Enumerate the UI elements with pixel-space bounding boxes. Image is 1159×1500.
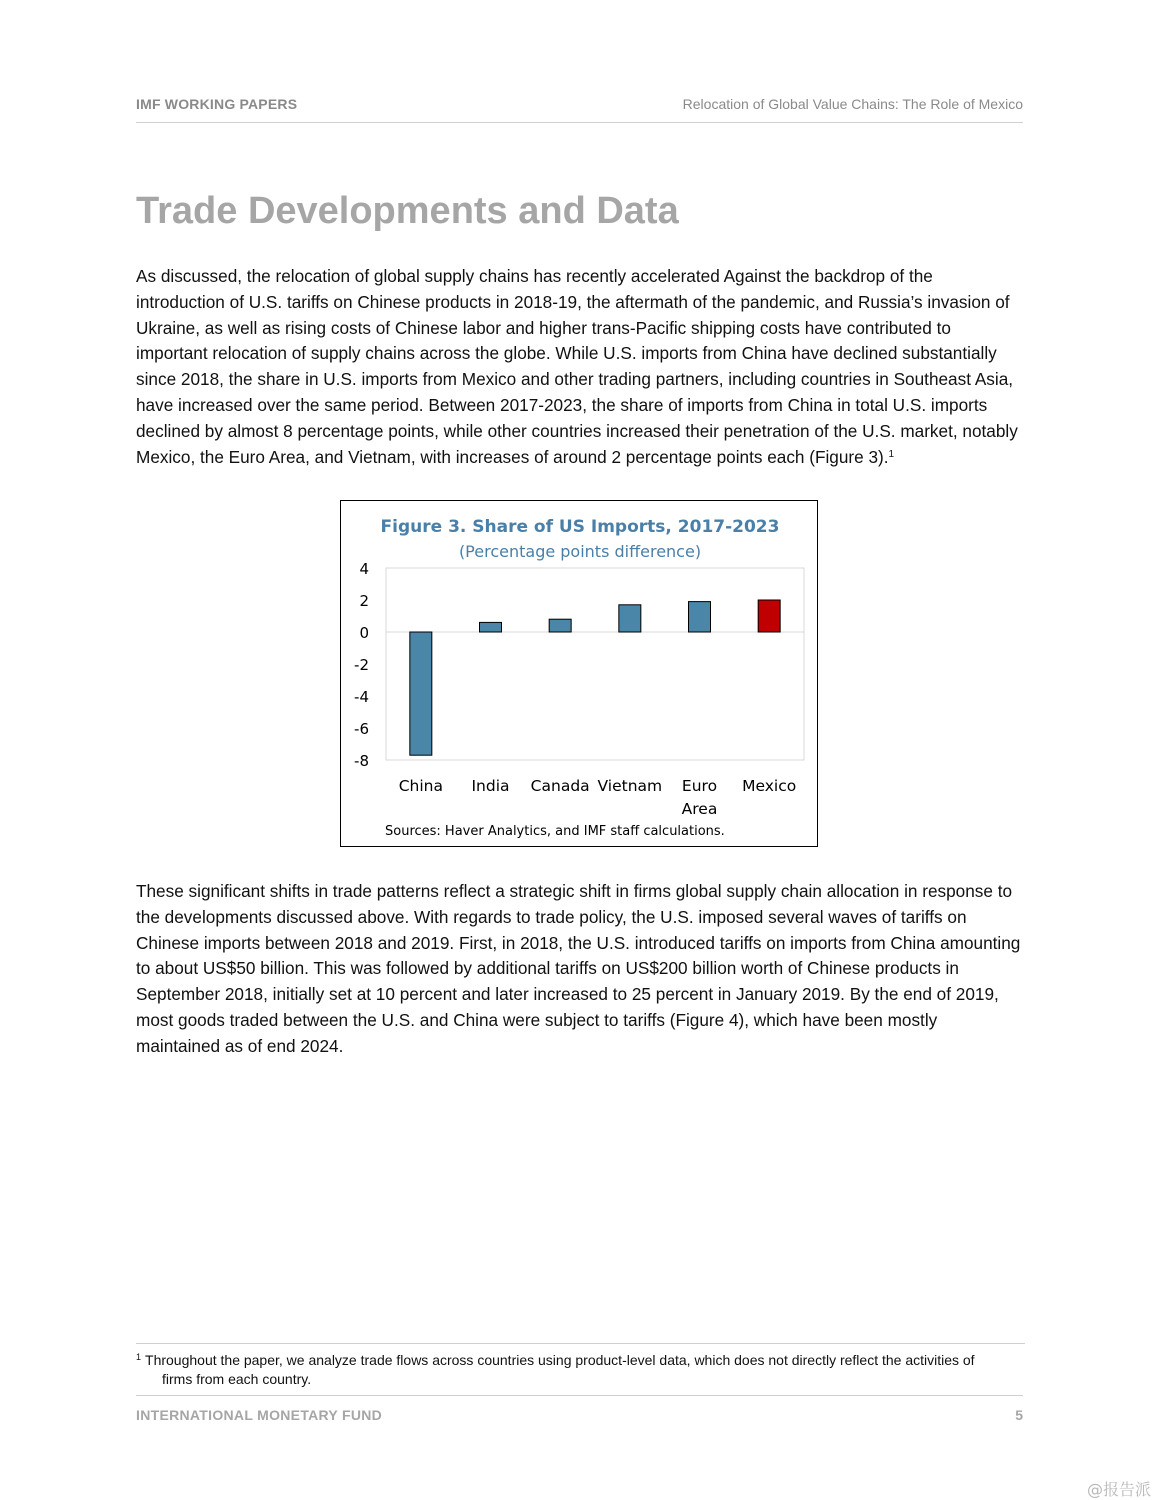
x-tick-label: Vietnam xyxy=(597,777,663,795)
x-tick-label: China xyxy=(398,777,443,795)
body-paragraph-2: These significant shifts in trade patterns reflect a strategic shift in firms global supply chain allocation in response to the developments discussed above. With regards to trade policy, the U.S. imposed several waves of tariffs on Chinese imports between 2018 and 2019. First, in 2018, the U.S. introduced tariffs on imports from China amounting to about US$50 billion. This was followed by additional tariffs on US$200 billion worth of Chinese products in September 2018, initially set at 10 percent and later increased to 25 percent in January 2019. By the end of 2019, most goods traded between the U.S. and China were subject to tariffs (Figure 4), which have been mostly maintained as of end 2024. xyxy=(136,881,1021,1056)
bar-india xyxy=(480,622,502,632)
plot-area-border xyxy=(386,568,804,760)
y-tick-label: -8 xyxy=(354,752,369,770)
footer-divider xyxy=(136,1395,1023,1396)
y-tick-label: -2 xyxy=(354,656,369,674)
y-tick-label: -6 xyxy=(354,720,369,738)
bar-mexico xyxy=(758,600,780,632)
y-tick-label: 4 xyxy=(359,560,369,578)
figure-3 xyxy=(340,500,818,847)
figure-subtitle: (Percentage points difference) xyxy=(458,542,702,561)
header-series-label: IMF WORKING PAPERS xyxy=(136,96,298,112)
bar-canada xyxy=(549,619,571,632)
y-tick-label: 2 xyxy=(359,592,369,610)
x-tick-label: Mexico xyxy=(742,777,797,795)
body-paragraph-1 xyxy=(136,264,1021,470)
footnote-divider xyxy=(136,1343,1025,1344)
watermark: @报告派 xyxy=(1086,1480,1151,1499)
footnote-marker: 1 xyxy=(136,1352,142,1362)
footnote-text: Throughout the paper, we analyze trade flows across countries using product-level data, which does not directly reflect the activities of firms from each country. xyxy=(145,1352,975,1387)
figure-source-note: Sources: Haver Analytics, and IMF staff calculations. xyxy=(385,824,725,839)
y-tick-label: 0 xyxy=(359,624,369,642)
page-number: 5 xyxy=(1015,1407,1023,1423)
y-tick-label: -4 xyxy=(354,688,369,706)
figure-title: Figure 3. Share of US Imports, 2017-2023 xyxy=(380,517,780,537)
section-title: Trade Developments and Data xyxy=(136,190,679,232)
x-tick-label: Area xyxy=(681,800,718,818)
bar-euro-area xyxy=(689,602,711,632)
header-paper-title: Relocation of Global Value Chains: The Role of Mexico xyxy=(682,96,1023,112)
footer-organization: INTERNATIONAL MONETARY FUND xyxy=(136,1407,383,1423)
footnote-reference[interactable]: 1 xyxy=(888,448,895,460)
page-header xyxy=(136,96,1023,123)
x-tick-label: India xyxy=(471,777,510,795)
paragraph-text: As discussed, the relocation of global supply chains has recently accelerated Against the backdrop of the introduction of U.S. tariffs on Chinese products in 2018-19, the aftermath of the pandemic, and Russia’s invasion of Ukraine, as well as rising costs of Chinese labor and higher trans-Pacific shipping costs have contributed to important relocation of supply chains across the globe. While U.S. imports from China have declined substantially since 2018, the share in U.S. imports from Mexico and other trading partners, including countries in Southeast Asia, have increased over the same period. Between 2017-2023, the share of imports from China in total U.S. imports declined by almost 8 percentage points, while other countries increased their penetration of the U.S. market, notably Mexico, the Euro Area, and Vietnam, with increases of around 2 percentage points each (Figure 3). xyxy=(136,266,1018,467)
x-tick-label: Euro xyxy=(681,777,718,795)
footnote xyxy=(136,1351,996,1389)
bar-vietnam xyxy=(619,605,641,632)
x-tick-label: Canada xyxy=(530,777,590,795)
bar-china xyxy=(410,632,432,755)
